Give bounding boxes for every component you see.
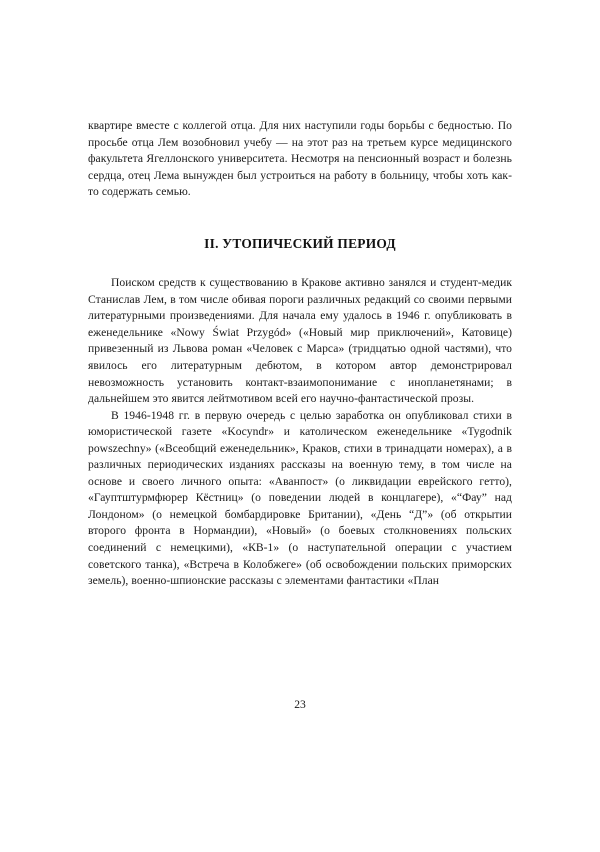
paragraph-utopian-2: В 1946-1948 гг. в первую очередь с целью заработка он опубликовал стихи в юмористической газете «Kocyndr» и католическом еженедельнике «Tygodnik powszechny» («Всеобщий еженедельник», Краков, стихи в тринадцати номерах), а в различных периодических изданиях рассказы на военную тему, в том числе на основе и своего личного опыта: «Аванпост» (о ликвидации еврейского гетто), «Гауптштурмфюрер Кёстниц» (о поведении людей в концлагере), «“Фау” над Лондоном» (о немецкой бомбардировке Британии), «День “Д”» (об открытии второго фронта в Нормандии), «Новый» (о боевых столкновениях польских соединений с немецкими), «КВ-1» (о наступательной операции с участием советского танка), «Встреча в Колобжеге» (об освобождении польских приморских земель), военно-шпионские рассказы с элементами фантастики «План: [88, 408, 512, 588]
paragraph-utopian-1: Поиском средств к существованию в Кракове активно занялся и студент-медик Станислав Лем, в том числе обивая пороги различных редакций со своими первыми литературными произведениями. Для начала ему удалось в 1946 г. опубликовать в еженедельнике «Nowy Świat Przygód» («Новый мир приключений», Катовице) привезенный из Львова роман «Человек с Марса» (тридцатью одной частями), что явилось его литературным дебютом, в котором автор демонстрировал невозможность установить контакт-взаимопонимание с инопланетянами; в дальнейшем это явится лейтмотивом всей его научно-фантастической прозы.: [88, 276, 512, 406]
paragraph-continued-top: квартире вместе с коллегой отца. Для них наступили годы борьбы с бедностью. По просьбе отца Лем возобновил учебу — на этот раз на третьем курсе медицинского факультета Ягеллонского университета. Несмотря на пенсионный возраст и болезнь сердца, отец Лема вынужден был устроиться на работу в больницу, чтобы хоть как-то содержать семью.: [88, 119, 512, 199]
spacer-after-heading: [88, 252, 512, 275]
spacer-before-heading: [88, 201, 512, 236]
page-text-column: [88, 118, 512, 590]
section-heading: II. УТОПИЧЕСКИЙ ПЕРИОД: [204, 235, 396, 251]
page-number: 23: [294, 698, 306, 711]
